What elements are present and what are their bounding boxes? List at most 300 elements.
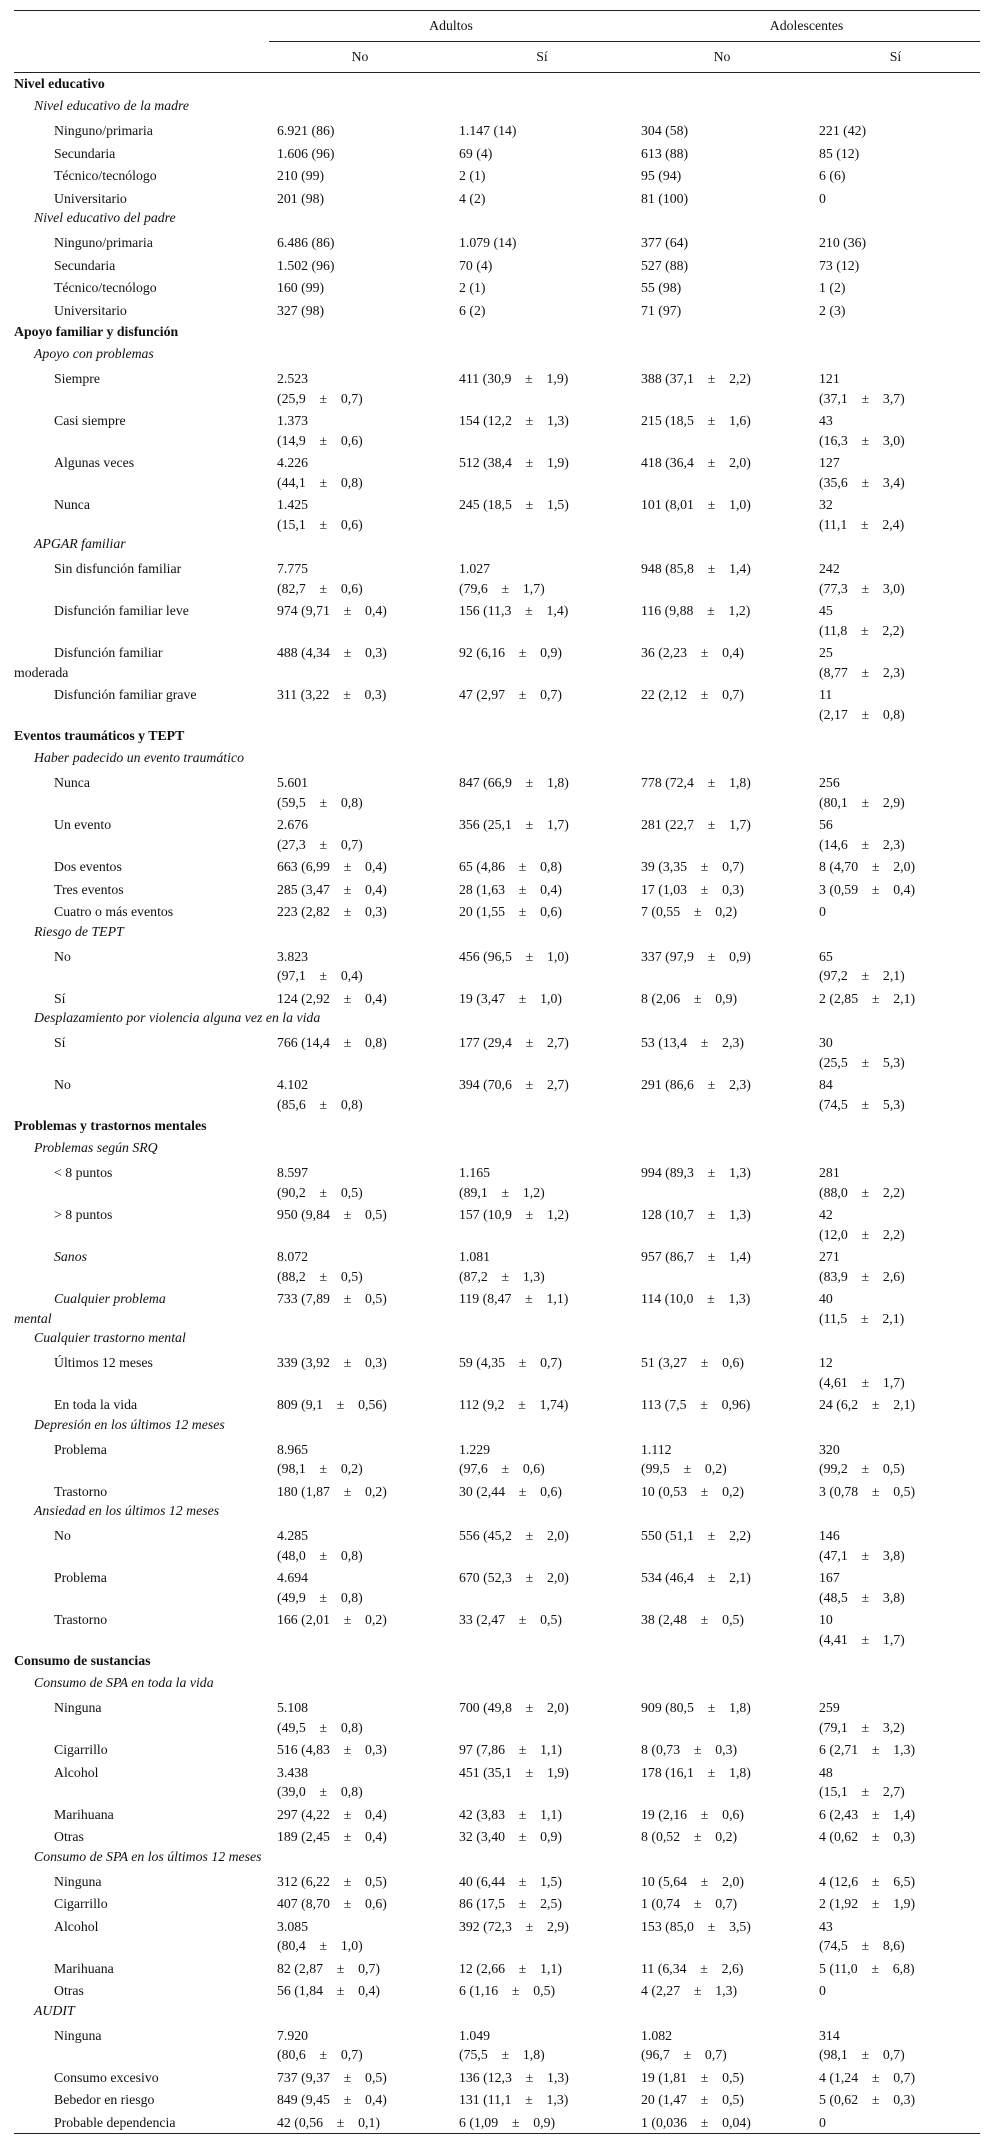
cell-adolescentes-si	[811, 1351, 980, 1393]
row-label: Ninguna	[54, 1700, 102, 1715]
cell-adultos-si	[451, 1915, 633, 1957]
cell-adolescentes-si	[811, 276, 980, 299]
cell-adolescentes-si	[811, 855, 980, 878]
cell-adultos-no	[269, 276, 451, 299]
cell-value-line: 8.072	[277, 1249, 309, 1264]
cell-value-line: 8 (0,52 ± 0,2)	[641, 1829, 738, 1844]
cell-adolescentes-no	[633, 1957, 811, 1980]
cell-adolescentes-no	[633, 119, 811, 142]
table-body	[14, 73, 980, 2134]
cell-adultos-si	[451, 1738, 633, 1761]
table-row	[14, 119, 980, 142]
cell-value-line: 6.486 (86)	[277, 235, 335, 250]
cell-adultos-si	[451, 1073, 633, 1115]
cell-value-line: 259	[819, 1700, 840, 1715]
cell-value-line: 1.112	[641, 1441, 672, 1457]
cell-value-line: (99,5 ± 0,2)	[641, 1461, 727, 1476]
cell-value-line: (98,1 ± 0,7)	[819, 2047, 905, 2062]
cell-adolescentes-si	[811, 1738, 980, 1761]
cell-adolescentes-no	[633, 164, 811, 187]
row-label: Algunas veces	[54, 455, 135, 470]
row-label: Ninguna	[54, 1873, 102, 1889]
cell-value-line: 613 (88)	[641, 145, 689, 161]
cell-value-line: 4.226	[277, 455, 309, 470]
cell-value-line: (89,1 ± 1,2)	[459, 1184, 545, 1200]
subsection-row	[14, 1502, 980, 1524]
section-title: Apoyo familiar y disfunción	[14, 324, 179, 339]
cell-adultos-no	[269, 1761, 451, 1803]
cell-adultos-no	[269, 1524, 451, 1566]
cell-value-line: 42	[819, 1207, 833, 1222]
cell-value-line: 411 (30,9 ± 1,9)	[459, 371, 569, 386]
cell-value-line: 221 (42)	[819, 123, 867, 138]
cell-adultos-si	[451, 451, 633, 493]
row-label-text: Disfunción familiar	[54, 645, 163, 660]
cell-value-line: 42 (3,83 ± 1,1)	[459, 1806, 562, 1822]
cell-value-line: 127	[819, 455, 840, 470]
cell-value-line: 0	[819, 904, 826, 919]
cell-value-line: 19 (3,47 ± 1,0)	[459, 990, 562, 1006]
cell-value-line: 81 (100)	[641, 190, 689, 206]
row-label: Disfunción familiar leve	[54, 603, 189, 618]
row-label: Alcohol	[54, 1764, 99, 1780]
row-label: > 8 puntos	[54, 1207, 113, 1222]
subsection-title: Riesgo de TEPT	[34, 923, 124, 939]
cell-value-line: 314	[819, 2027, 840, 2043]
cell-value-line: 20 (1,55 ± 0,6)	[459, 904, 562, 919]
row-label-text-cont: mental	[14, 1310, 52, 1326]
cell-adultos-si	[451, 1161, 633, 1203]
cell-adultos-si	[451, 231, 633, 254]
cell-value-line: 30	[819, 1035, 833, 1050]
cell-adultos-no	[269, 1803, 451, 1826]
cell-adolescentes-si	[811, 142, 980, 165]
cell-value-line: 85 (12)	[819, 145, 860, 161]
cell-adolescentes-no	[633, 1825, 811, 1848]
cell-value-line: 456 (96,5 ± 1,0)	[459, 948, 569, 964]
table-header	[14, 11, 980, 73]
cell-value-line: 210 (36)	[819, 235, 867, 250]
cell-value-line: 3 (0,59 ± 0,4)	[819, 881, 916, 897]
cell-value-line: 43	[819, 413, 833, 428]
cell-adolescentes-no	[633, 2111, 811, 2134]
cell-value-line: (27,3 ± 0,7)	[277, 836, 363, 852]
cell-adultos-si	[451, 119, 633, 142]
header-adolescentes-no: No	[633, 42, 811, 73]
table-row	[14, 1915, 980, 1957]
cell-value-line: 5 (0,62 ± 0,3)	[819, 2092, 916, 2107]
cell-value-line: 215 (18,5 ± 1,6)	[641, 413, 751, 428]
cell-adultos-no	[269, 1979, 451, 2002]
row-label: En toda la vida	[54, 1397, 138, 1412]
subsection-title: Cualquier trastorno mental	[34, 1330, 186, 1345]
cell-value-line: 4 (2,27 ± 1,3)	[641, 1983, 738, 1998]
cell-value-line: 33 (2,47 ± 0,5)	[459, 1612, 562, 1627]
cell-value-line: 320	[819, 1441, 840, 1457]
cell-adolescentes-si	[811, 254, 980, 277]
cell-value-line: 285 (3,47 ± 0,4)	[277, 881, 387, 897]
cell-adultos-no	[269, 2088, 451, 2111]
row-label: Casi siempre	[54, 413, 126, 428]
cell-adultos-no	[269, 1915, 451, 1957]
cell-adolescentes-no	[633, 1351, 811, 1393]
section-row	[14, 1115, 980, 1139]
cell-adolescentes-si	[811, 771, 980, 813]
table-row	[14, 1438, 980, 1480]
table-row	[14, 1761, 980, 1803]
cell-adultos-no	[269, 1870, 451, 1893]
row-label: Otras	[54, 1983, 84, 1998]
cell-value-line: (25,9 ± 0,7)	[277, 390, 363, 406]
cell-adultos-si	[451, 771, 633, 813]
subsection-title: Depresión en los últimos 12 meses	[34, 1416, 225, 1432]
cell-adolescentes-no	[633, 1524, 811, 1566]
table-row	[14, 2024, 980, 2066]
cell-adolescentes-no	[633, 557, 811, 599]
subsection-row	[14, 923, 980, 945]
row-label: < 8 puntos	[54, 1165, 113, 1180]
cell-adultos-no	[269, 599, 451, 641]
cell-adultos-no	[269, 878, 451, 901]
header-group-adolescentes: Adolescentes	[633, 11, 980, 42]
cell-adultos-no	[269, 493, 451, 535]
cell-adolescentes-no	[633, 1738, 811, 1761]
row-label: Cigarrillo	[54, 1742, 108, 1757]
row-label: Otras	[54, 1829, 84, 1844]
row-label: Sin disfunción familiar	[54, 561, 182, 576]
table-row	[14, 1608, 980, 1650]
cell-value-line: (74,5 ± 5,3)	[819, 1096, 905, 1112]
cell-value-line: (37,1 ± 3,7)	[819, 390, 905, 406]
cell-value-line: 101 (8,01 ± 1,0)	[641, 497, 751, 512]
cell-adolescentes-no	[633, 1803, 811, 1826]
table-row	[14, 1566, 980, 1608]
subsection-row	[14, 97, 980, 119]
cell-value-line: 312 (6,22 ± 0,5)	[277, 1873, 387, 1889]
cell-adolescentes-no	[633, 1696, 811, 1738]
row-label: Nunca	[54, 775, 91, 790]
cell-value-line: 2 (1)	[459, 168, 486, 183]
cell-value-line: 92 (6,16 ± 0,9)	[459, 645, 562, 660]
cell-adultos-no	[269, 945, 451, 987]
table-row	[14, 299, 980, 322]
header-empty-cell	[14, 11, 269, 42]
cell-value-line: (47,1 ± 3,8)	[819, 1547, 905, 1563]
table-row	[14, 1957, 980, 1980]
cell-adolescentes-no	[633, 1892, 811, 1915]
cell-adultos-no	[269, 855, 451, 878]
cell-value-line: (4,61 ± 1,7)	[819, 1374, 905, 1390]
cell-adultos-no	[269, 367, 451, 409]
subsection-title: Desplazamiento por violencia alguna vez en la vida	[34, 1010, 321, 1025]
cell-adultos-si	[451, 1393, 633, 1416]
cell-value-line: 534 (46,4 ± 2,1)	[641, 1570, 751, 1585]
row-label: No	[54, 1077, 71, 1092]
cell-value-line: (15,1 ± 0,6)	[277, 516, 363, 532]
cell-adultos-no	[269, 1245, 451, 1287]
cell-value-line: 86 (17,5 ± 2,5)	[459, 1896, 562, 1911]
row-label: Alcohol	[54, 1918, 99, 1934]
cell-value-line: 32 (3,40 ± 0,9)	[459, 1829, 562, 1844]
cell-value-line: 55 (98)	[641, 280, 682, 295]
cell-value-line: 1 (0,74 ± 0,7)	[641, 1896, 738, 1911]
cell-adultos-si	[451, 878, 633, 901]
cell-adultos-no	[269, 1566, 451, 1608]
cell-value-line: 451 (35,1 ± 1,9)	[459, 1764, 569, 1780]
cell-adolescentes-si	[811, 1892, 980, 1915]
cell-value-line: 5.601	[277, 775, 309, 790]
cell-adolescentes-no	[633, 771, 811, 813]
cell-adolescentes-no	[633, 1566, 811, 1608]
table-row	[14, 367, 980, 409]
row-label: Trastorno	[54, 1483, 108, 1499]
section-title: Problemas y trastornos mentales	[14, 1118, 207, 1133]
cell-adolescentes-si	[811, 1608, 980, 1650]
cell-adolescentes-si	[811, 1245, 980, 1287]
subsection-title: Apoyo con problemas	[34, 346, 154, 361]
cell-adultos-si	[451, 164, 633, 187]
cell-value-line: 48	[819, 1764, 833, 1780]
cell-adolescentes-no	[633, 1608, 811, 1650]
cell-value-line: 948 (85,8 ± 1,4)	[641, 561, 751, 576]
cell-value-line: 6 (2)	[459, 302, 486, 318]
cell-adultos-si	[451, 1979, 633, 2002]
cell-adultos-si	[451, 2111, 633, 2134]
cell-adultos-si	[451, 1351, 633, 1393]
cell-adultos-si	[451, 1892, 633, 1915]
cell-value-line: (44,1 ± 0,8)	[277, 474, 363, 490]
section-title: Consumo de sustancias	[14, 1653, 151, 1668]
cell-adultos-no	[269, 987, 451, 1010]
cell-adultos-si	[451, 683, 633, 725]
cell-value-line: 1.027	[459, 561, 491, 576]
cell-value-line: 281	[819, 1165, 840, 1180]
cell-adolescentes-si	[811, 1979, 980, 2002]
cell-adultos-si	[451, 1870, 633, 1893]
table-row	[14, 900, 980, 923]
cell-value-line: 550 (51,1 ± 2,2)	[641, 1528, 751, 1543]
table-row	[14, 493, 980, 535]
cell-adolescentes-si	[811, 493, 980, 535]
cell-value-line: 2.676	[277, 817, 309, 832]
table-row	[14, 187, 980, 210]
subsection-row	[14, 1674, 980, 1696]
cell-adultos-si	[451, 1480, 633, 1503]
cell-value-line: 47 (2,97 ± 0,7)	[459, 687, 562, 702]
table-row	[14, 1161, 980, 1203]
row-label: Universitario	[54, 190, 127, 206]
cell-value-line: 53 (13,4 ± 2,3)	[641, 1035, 745, 1050]
table-row	[14, 1073, 980, 1115]
cell-adultos-si	[451, 1438, 633, 1480]
row-label: Secundaria	[54, 145, 116, 161]
table-row	[14, 1803, 980, 1826]
cell-value-line: 392 (72,3 ± 2,9)	[459, 1918, 569, 1934]
cell-value-line: 11	[819, 687, 833, 702]
cell-value-line: 223 (2,82 ± 0,3)	[277, 904, 387, 919]
cell-adolescentes-no	[633, 1393, 811, 1416]
cell-value-line: 663 (6,99 ± 0,4)	[277, 859, 387, 874]
row-label: Dos eventos	[54, 859, 122, 874]
cell-value-line: 4 (0,62 ± 0,3)	[819, 1829, 916, 1844]
cell-value-line: 40 (6,44 ± 1,5)	[459, 1873, 562, 1889]
cell-value-line: 28 (1,63 ± 0,4)	[459, 881, 562, 897]
cell-adolescentes-si	[811, 1073, 980, 1115]
cell-adolescentes-si	[811, 1915, 980, 1957]
table-row	[14, 1524, 980, 1566]
cell-adultos-si	[451, 1203, 633, 1245]
cell-adolescentes-no	[633, 1480, 811, 1503]
table-row	[14, 254, 980, 277]
row-label	[14, 641, 269, 683]
cell-value-line: 121	[819, 371, 840, 386]
cell-value-line: 4 (2)	[459, 190, 486, 206]
cell-value-line: 19 (1,81 ± 0,5)	[641, 2069, 745, 2085]
table-row	[14, 1696, 980, 1738]
cell-value-line: 45	[819, 603, 833, 618]
results-table	[14, 10, 980, 2134]
cell-value-line: 71 (97)	[641, 302, 682, 318]
cell-value-line: 4.285	[277, 1528, 309, 1543]
cell-adolescentes-si	[811, 813, 980, 855]
cell-value-line: 189 (2,45 ± 0,4)	[277, 1829, 387, 1844]
cell-value-line: 82 (2,87 ± 0,7)	[277, 1960, 380, 1976]
cell-value-line: 909 (80,5 ± 1,8)	[641, 1700, 751, 1715]
cell-adultos-no	[269, 900, 451, 923]
table-row	[14, 1738, 980, 1761]
cell-value-line: (97,2 ± 2,1)	[819, 968, 905, 983]
cell-adolescentes-no	[633, 367, 811, 409]
header-adolescentes-si: Sí	[811, 42, 980, 73]
row-label: Nunca	[54, 497, 91, 512]
cell-adolescentes-si	[811, 1957, 980, 1980]
cell-value-line: (75,5 ± 1,8)	[459, 2047, 545, 2062]
cell-adolescentes-no	[633, 1073, 811, 1115]
cell-value-line: 65	[819, 948, 833, 964]
cell-value-line: (25,5 ± 5,3)	[819, 1054, 905, 1070]
cell-value-line: (88,0 ± 2,2)	[819, 1184, 905, 1200]
cell-adolescentes-si	[811, 299, 980, 322]
table-row	[14, 641, 980, 683]
row-label: Bebedor en riesgo	[54, 2092, 155, 2107]
cell-adolescentes-si	[811, 1825, 980, 1848]
cell-value-line: 1.079 (14)	[459, 235, 517, 250]
cell-value-line: 8 (2,06 ± 0,9)	[641, 990, 738, 1006]
subsection-row	[14, 1416, 980, 1438]
cell-value-line: 112 (9,2 ± 1,74)	[459, 1397, 569, 1412]
cell-adultos-no	[269, 187, 451, 210]
cell-adolescentes-no	[633, 231, 811, 254]
cell-value-line: 245 (18,5 ± 1,5)	[459, 497, 569, 512]
subsection-row	[14, 1009, 980, 1031]
cell-value-line: 6 (1,16 ± 0,5)	[459, 1983, 556, 1998]
cell-value-line: 1 (0,036 ± 0,04)	[641, 2114, 751, 2130]
cell-adultos-si	[451, 987, 633, 1010]
cell-adolescentes-no	[633, 2088, 811, 2111]
cell-adultos-no	[269, 1696, 451, 1738]
cell-value-line: 131 (11,1 ± 1,3)	[459, 2092, 569, 2107]
cell-adultos-si	[451, 187, 633, 210]
cell-adolescentes-no	[633, 1979, 811, 2002]
cell-adultos-no	[269, 2066, 451, 2089]
cell-value-line: 97 (7,86 ± 1,1)	[459, 1742, 562, 1757]
table-row	[14, 1892, 980, 1915]
cell-adolescentes-si	[811, 1287, 980, 1329]
cell-adultos-no	[269, 1351, 451, 1393]
subsection-title: APGAR familiar	[34, 536, 126, 551]
cell-adolescentes-si	[811, 599, 980, 641]
cell-value-line: (90,2 ± 0,5)	[277, 1184, 363, 1200]
cell-value-line: 4.694	[277, 1570, 309, 1585]
table-row	[14, 945, 980, 987]
cell-adolescentes-si	[811, 1566, 980, 1608]
table-row	[14, 1287, 980, 1329]
row-label: No	[54, 948, 71, 964]
cell-value-line: 6 (2,71 ± 1,3)	[819, 1742, 916, 1757]
cell-value-line: 2.523	[277, 371, 309, 386]
cell-adolescentes-no	[633, 878, 811, 901]
row-label: Disfunción familiar grave	[54, 687, 197, 702]
cell-adultos-si	[451, 1761, 633, 1803]
cell-value-line: 157 (10,9 ± 1,2)	[459, 1207, 569, 1222]
cell-value-line: 4 (1,24 ± 0,7)	[819, 2069, 916, 2085]
cell-value-line: 0	[819, 190, 826, 206]
cell-value-line: 1.147 (14)	[459, 123, 517, 138]
row-label: Ninguno/primaria	[54, 123, 153, 138]
cell-adolescentes-si	[811, 409, 980, 451]
cell-value-line: 297 (4,22 ± 0,4)	[277, 1806, 387, 1822]
table-row	[14, 164, 980, 187]
subsection-row	[14, 749, 980, 771]
cell-adultos-no	[269, 231, 451, 254]
cell-value-line: 556 (45,2 ± 2,0)	[459, 1528, 569, 1543]
cell-value-line: 51 (3,27 ± 0,6)	[641, 1355, 745, 1370]
cell-value-line: 0	[819, 2114, 826, 2130]
cell-adolescentes-si	[811, 1870, 980, 1893]
cell-value-line: 8.597	[277, 1165, 309, 1180]
table-row	[14, 557, 980, 599]
cell-value-line: 1.049	[459, 2027, 491, 2043]
cell-adolescentes-si	[811, 557, 980, 599]
cell-adolescentes-si	[811, 1803, 980, 1826]
cell-adultos-no	[269, 1161, 451, 1203]
cell-adultos-si	[451, 1696, 633, 1738]
cell-adolescentes-no	[633, 451, 811, 493]
cell-adolescentes-si	[811, 900, 980, 923]
cell-value-line: 7 (0,55 ± 0,2)	[641, 904, 738, 919]
cell-value-line: 6 (2,43 ± 1,4)	[819, 1806, 916, 1822]
cell-value-line: 5 (11,0 ± 6,8)	[819, 1960, 915, 1976]
cell-value-line: 733 (7,89 ± 0,5)	[277, 1291, 387, 1306]
cell-adolescentes-no	[633, 1031, 811, 1073]
cell-adolescentes-si	[811, 683, 980, 725]
cell-adultos-si	[451, 813, 633, 855]
cell-value-line: 36 (2,23 ± 0,4)	[641, 645, 745, 660]
cell-value-line: 8 (4,70 ± 2,0)	[819, 859, 916, 874]
table-row	[14, 1245, 980, 1287]
cell-value-line: 488 (4,34 ± 0,3)	[277, 645, 387, 660]
cell-value-line: 4 (12,6 ± 6,5)	[819, 1873, 916, 1889]
cell-value-line: 19 (2,16 ± 0,6)	[641, 1806, 745, 1822]
cell-adultos-no	[269, 2024, 451, 2066]
cell-value-line: 4.102	[277, 1077, 309, 1092]
cell-adolescentes-si	[811, 1480, 980, 1503]
cell-value-line: (8,77 ± 2,3)	[819, 664, 905, 680]
cell-value-line: (15,1 ± 2,7)	[819, 1784, 905, 1799]
cell-value-line: 737 (9,37 ± 0,5)	[277, 2069, 387, 2085]
cell-value-line: 38 (2,48 ± 0,5)	[641, 1612, 745, 1627]
row-label: Tres eventos	[54, 881, 124, 897]
